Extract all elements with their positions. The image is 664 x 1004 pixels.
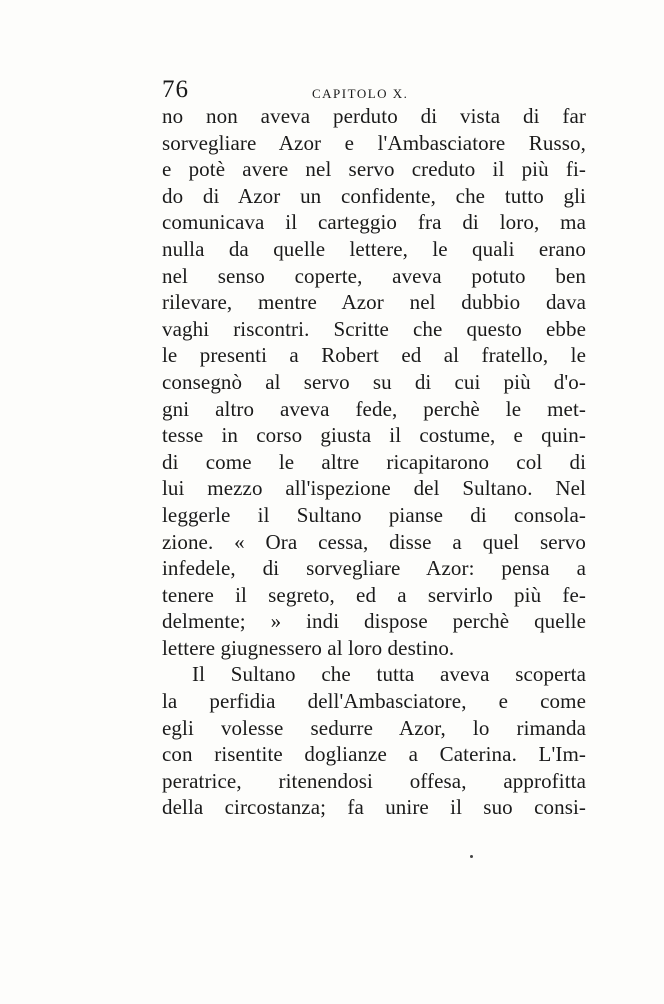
text-line: comunicava il carteggio fra di loro, ma xyxy=(162,210,586,235)
text-line: nel senso coperte, aveva potuto ben xyxy=(162,263,586,288)
text-line: do di Azor un confidente, che tutto gli xyxy=(162,183,586,208)
text-line: tesse in corso giusta il costume, e quin- xyxy=(162,423,586,448)
text-line: vaghi riscontri. Scritte che questo ebbe xyxy=(162,316,586,341)
text-line: consegnò al servo su di cui più d'o- xyxy=(162,369,586,394)
text-line: zione. « Ora cessa, disse a quel servo xyxy=(162,529,586,554)
text-line: di come le altre ricapitarono col di xyxy=(162,449,586,474)
body-text xyxy=(162,103,586,821)
text-line: con risentite doglianze a Caterina. L'Im- xyxy=(162,742,586,767)
text-line: infedele, di sorvegliare Azor: pensa a xyxy=(162,556,586,581)
text-line: peratrice, ritenendosi offesa, approfitta xyxy=(162,768,586,793)
text-line: lettere giugnessero al loro destino. xyxy=(162,635,455,660)
text-line: delmente; » indi dispose perchè quelle xyxy=(162,609,586,634)
text-line: no non aveva perduto di vista di far xyxy=(162,104,586,128)
text-line: le presenti a Robert ed al fratello, le xyxy=(162,343,586,368)
text-line: lui mezzo all'ispezione del Sultano. Nel xyxy=(162,476,586,501)
text-line: leggerle il Sultano pianse di consola- xyxy=(162,502,586,527)
text-line: egli volesse sedurre Azor, lo rimanda xyxy=(162,715,586,740)
page-number: 76 xyxy=(162,76,189,103)
text-line: nulla da quelle lettere, le quali erano xyxy=(162,236,586,261)
ink-speck xyxy=(470,855,473,858)
running-head: CAPITOLO X. xyxy=(312,86,409,101)
text-line: tenere il segreto, ed a servirlo più fe- xyxy=(162,582,586,607)
text-line: della circostanza; fa unire il suo consi- xyxy=(162,795,586,820)
text-line: rilevare, mentre Azor nel dubbio dava xyxy=(162,290,586,315)
paragraph-start-line: Il Sultano che tutta aveva scoperta xyxy=(192,662,586,687)
text-line: sorvegliare Azor e l'Ambasciatore Russo, xyxy=(162,130,586,155)
text-line: gni altro aveva fede, perchè le met- xyxy=(162,396,586,421)
text-line: e potè avere nel servo creduto il più fi- xyxy=(162,157,586,182)
text-line: la perfidia dell'Ambasciatore, e come xyxy=(162,689,586,714)
